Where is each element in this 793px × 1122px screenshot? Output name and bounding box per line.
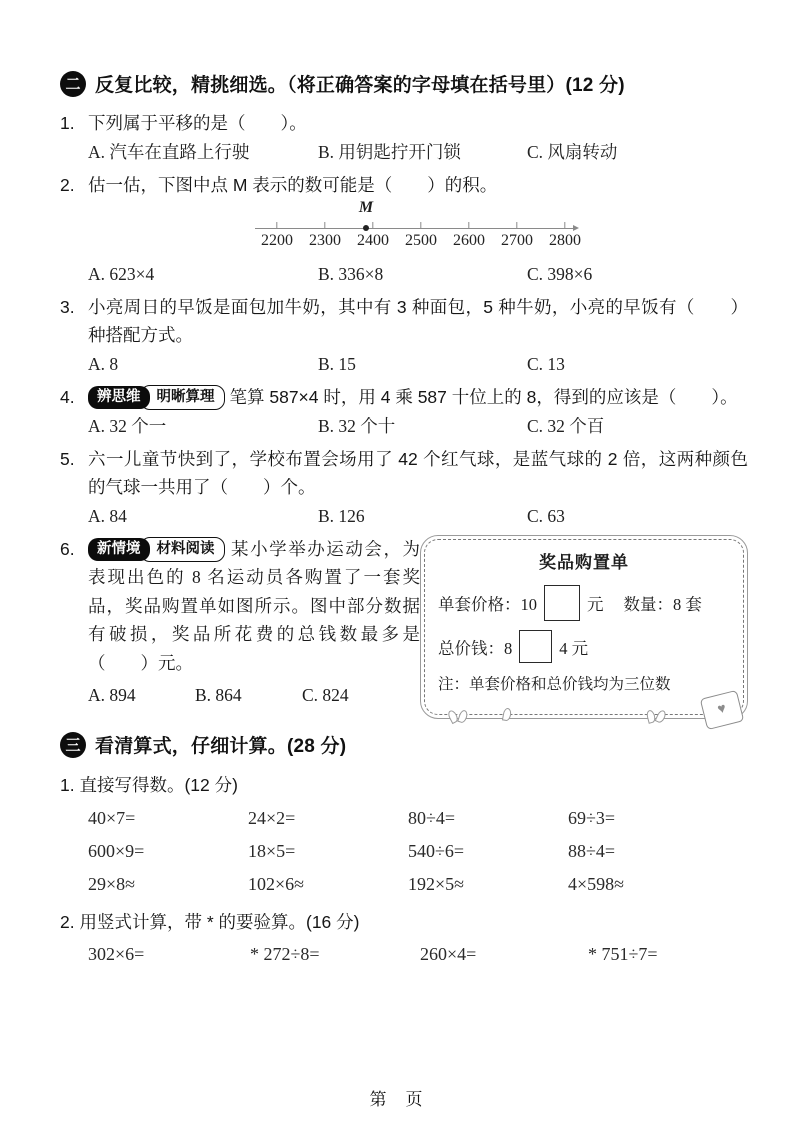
math-problem: 192×5≈ [408, 874, 465, 894]
math-problem: 540÷6= [408, 841, 465, 861]
question-3-stem [60, 293, 748, 349]
math-problem: 24×2= [248, 808, 296, 828]
question-1-options [88, 137, 748, 167]
math-problem: * 751÷7= [588, 944, 658, 964]
question-2-stem [60, 171, 748, 199]
number-line-tick [324, 222, 325, 228]
question-6 [60, 535, 748, 723]
question-number: 5. [60, 449, 75, 469]
question-4 [60, 383, 748, 441]
question-5-options [88, 501, 748, 531]
number-line-tick-label: 2600 [453, 232, 485, 249]
option-a: A. 623×4 [88, 264, 155, 284]
option-a: A. 894 [88, 685, 136, 706]
number-line-tick [516, 222, 517, 228]
math-problem: 260×4= [420, 944, 477, 964]
number-line-tick-label: 2300 [309, 232, 341, 249]
question-1-stem [60, 109, 748, 137]
number-line-tick-label: 2200 [261, 232, 293, 249]
question-number: 3. [60, 297, 75, 317]
question-5-stem [60, 445, 748, 501]
prize-purchase-card-inner [424, 539, 744, 718]
number-line [255, 201, 585, 257]
math-problem: 600×9= [88, 841, 145, 861]
question-text-body: 笔算 587×4 时，用 4 乘 587 十位上的 8，得到的应该是（ ）。 [229, 387, 738, 407]
number-line-tick [420, 222, 421, 228]
skill-badge-filled: 辨思维 [88, 386, 150, 409]
number-line-point-dot [363, 225, 369, 231]
subsection-2-title: 2. 用竖式计算，带 * 的要验算。(16 分) [60, 912, 360, 932]
number-line-tick-label: 2500 [405, 232, 437, 249]
subsection-1-title: 1. 直接写得数。(12 分) [60, 775, 238, 795]
section-three-title: 看清算式，仔细计算。(28 分) [95, 736, 347, 757]
skill-badge-outline: 明晰算理 [140, 385, 225, 410]
number-line-axis [255, 228, 577, 229]
question-2-options [88, 259, 748, 289]
section-two-number-icon: 二 [60, 71, 86, 97]
option-b: B. 15 [318, 354, 356, 374]
question-number: 2. [60, 175, 75, 195]
context-badge-filled: 新情境 [88, 538, 150, 561]
math-problem: 88÷4= [568, 841, 616, 861]
option-c: C. 13 [527, 354, 565, 374]
number-line-tick [372, 222, 373, 228]
damaged-digit-box [519, 630, 552, 663]
page-footer: 第 页 [369, 1090, 424, 1109]
direct-calculation-grid [88, 802, 748, 901]
math-problem: 18×5= [248, 841, 296, 861]
leaf-doodle-icon [449, 710, 467, 723]
question-5 [60, 445, 748, 531]
option-a: A. 8 [88, 354, 119, 374]
number-line-tick-label: 2400 [357, 232, 389, 249]
number-line-tick-label: 2700 [501, 232, 533, 249]
worksheet-content [60, 70, 748, 969]
math-problem: 29×8≈ [88, 874, 136, 894]
math-problem: 80÷4= [408, 808, 456, 828]
section-two-header [60, 70, 748, 97]
question-number: 1. [60, 113, 75, 133]
question-6-stem [60, 535, 420, 677]
option-b: B. 864 [195, 685, 242, 706]
option-b: B. 用钥匙拧开门锁 [318, 142, 461, 162]
prize-purchase-card [420, 535, 748, 719]
option-c: C. 398×6 [527, 264, 593, 284]
option-c: C. 32 个百 [527, 416, 605, 436]
total-price-label: 总价钱：8 [438, 638, 513, 658]
number-line-point-label: M [358, 199, 374, 216]
math-problem: 302×6= [88, 944, 145, 964]
question-number: 6. [60, 539, 75, 559]
question-text [88, 535, 420, 677]
question-text: 小亮周日的早饭是面包加牛奶，其中有 3 种面包，5 种牛奶，小亮的早饭有（ ）种搭配方式。 [88, 297, 748, 345]
question-text [88, 383, 748, 411]
math-problem: 69÷3= [568, 808, 616, 828]
section-two-title: 反复比较，精挑细选。（将正确答案的字母填在括号里）(12 分) [95, 75, 625, 96]
context-badge-outline: 材料阅读 [140, 537, 225, 562]
unit-price-unit: 元 [587, 595, 604, 614]
number-line-tick [468, 222, 469, 228]
question-text: 下列属于平移的是（ ）。 [88, 113, 307, 133]
leaf-doodle-icon [503, 708, 511, 721]
option-a: A. 32 个一 [88, 416, 167, 436]
question-text-body: 某小学举办运动会，为表现出色的 8 名运动员各购置了一套奖品，奖品购置单如图所示。图中部分数据有破损，奖品所花费的总钱数最多是（ ）元。 [88, 539, 420, 673]
math-problem: 102×6≈ [248, 874, 305, 894]
question-3 [60, 293, 748, 379]
envelope-heart-icon [700, 690, 745, 730]
option-a: A. 84 [88, 506, 127, 526]
math-problem: 40×7= [88, 808, 136, 828]
math-problem: * 272÷8= [250, 944, 320, 964]
number-line-arrow-icon [573, 225, 579, 231]
question-1 [60, 109, 748, 167]
number-line-tick-label: 2800 [549, 232, 581, 249]
question-2 [60, 171, 748, 289]
number-line-tick [564, 222, 565, 228]
question-text: 六一儿童节快到了，学校布置会场用了 42 个红气球，是蓝气球的 2 倍，这两种颜色的气球一共用了（ ）个。 [88, 449, 748, 497]
quantity-label: 数量：8 套 [623, 595, 702, 614]
number-line-tick [276, 222, 277, 228]
vertical-calculation-row [88, 939, 748, 969]
option-b: B. 32 个十 [318, 416, 396, 436]
total-price-suffix: 4 元 [559, 638, 589, 658]
question-4-options [88, 411, 748, 441]
option-b: B. 336×8 [318, 264, 384, 284]
heart-glyph: ♥ [716, 701, 728, 718]
math-problem: 4×598≈ [568, 874, 625, 894]
unit-price-label: 单套价格：10 [438, 595, 537, 614]
option-b: B. 126 [318, 506, 365, 526]
damaged-digit-box [544, 585, 580, 621]
option-c: C. 风扇转动 [527, 142, 618, 162]
question-4-stem [60, 383, 748, 411]
total-price-row [438, 630, 730, 663]
unit-price-row [438, 585, 730, 621]
question-number: 4. [60, 387, 75, 407]
prize-card-note: 注：单套价格和总价钱均为三位数 [438, 676, 671, 693]
question-3-options [88, 349, 748, 379]
option-c: C. 63 [527, 506, 565, 526]
section-three-number-icon: 三 [60, 732, 86, 758]
section-three-header [60, 731, 748, 758]
prize-card-title: 奖品购置单 [539, 553, 629, 572]
question-text: 估一估，下图中点 M 表示的数可能是（ ）的积。 [88, 175, 498, 195]
leaf-doodle-icon [647, 710, 665, 723]
option-c: C. 824 [302, 685, 349, 706]
option-a: A. 汽车在直路上行驶 [88, 142, 250, 162]
